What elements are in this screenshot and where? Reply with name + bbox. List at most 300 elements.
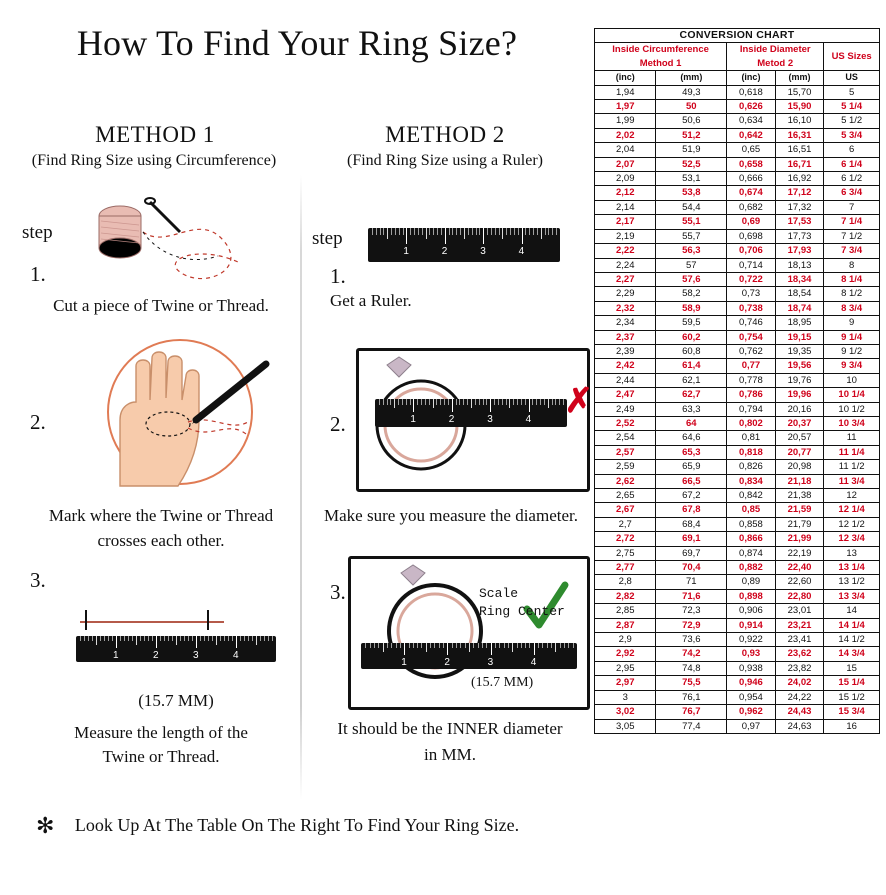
table-cell-0: 3,05: [595, 719, 656, 733]
table-cell-3: 20,57: [775, 431, 824, 445]
ruler-tick: [395, 228, 396, 235]
ruler-tick: [471, 399, 472, 408]
table-cell-3: 22,60: [775, 575, 824, 589]
ruler-tick: [252, 636, 253, 641]
ruler-tick: [180, 636, 181, 641]
ruler-tick: [514, 228, 515, 235]
unit-header-mm-1: (mm): [656, 71, 727, 85]
table-cell-0: 2,95: [595, 661, 656, 675]
table-cell-4: 13 3/4: [824, 589, 880, 603]
ruler-tick: [437, 228, 438, 235]
ruler-tick: [452, 399, 453, 412]
table-row: [595, 719, 880, 733]
ruler-tick: [479, 228, 480, 235]
ruler-tick: [228, 636, 229, 641]
table-cell-3: 21,79: [775, 517, 824, 531]
method2-step3-inline-ruler: [361, 643, 577, 669]
ruler-tick: [456, 228, 457, 235]
method2-step2-caption: Make sure you measure the diameter.: [324, 506, 578, 525]
table-cell-3: 16,92: [775, 172, 824, 186]
table-cell-0: 2,92: [595, 647, 656, 661]
table-cell-4: 5 1/4: [824, 100, 880, 114]
group-header-circumference-l1: Inside Circumference: [612, 44, 709, 56]
ruler-tick: [491, 643, 492, 655]
table-cell-1: 63,3: [656, 402, 727, 416]
table-cell-1: 62,1: [656, 373, 727, 387]
ruler-tick: [502, 228, 503, 239]
table-cell-2: 0,858: [727, 517, 776, 531]
ruler-tick: [403, 228, 404, 235]
table-cell-4: 10 1/2: [824, 402, 880, 416]
table-cell-3: 18,34: [775, 272, 824, 286]
ruler-tick: [224, 636, 225, 641]
ruler-tick: [452, 643, 453, 648]
method2-measure-value: (15.7 MM): [471, 675, 534, 690]
ruler-tick: [272, 636, 273, 641]
ruler-tick: [502, 399, 503, 405]
table-cell-2: 0,746: [727, 316, 776, 330]
ruler-tick: [460, 643, 461, 648]
ruler-tick: [108, 636, 109, 641]
table-row: [595, 344, 880, 358]
table-row: [595, 114, 880, 128]
table-row: [595, 575, 880, 589]
table-cell-0: 2,47: [595, 388, 656, 402]
ruler-tick: [391, 228, 392, 235]
method1-step1-number: 1.: [30, 262, 46, 286]
ruler-tick: [383, 643, 384, 652]
table-cell-0: 2,42: [595, 359, 656, 373]
table-cell-4: 8: [824, 258, 880, 272]
table-row: [595, 618, 880, 632]
ruler-tick: [504, 643, 505, 648]
ruler-tick: [410, 399, 411, 405]
ruler-tick: [152, 636, 153, 641]
table-cell-4: 11 3/4: [824, 474, 880, 488]
ruler-tick: [559, 399, 560, 405]
ruler-tick: [264, 636, 265, 641]
table-cell-3: 23,41: [775, 633, 824, 647]
ruler-tick: [522, 228, 523, 244]
ruler-label: 3: [487, 413, 493, 425]
ruler-tick: [396, 643, 397, 648]
ruler-tick: [192, 636, 193, 641]
table-cell-1: 57: [656, 258, 727, 272]
table-cell-2: 0,85: [727, 503, 776, 517]
bottom-note: Look Up At The Table On The Right To Find Your Ring Size.: [74, 815, 520, 835]
table-cell-3: 19,35: [775, 344, 824, 358]
table-cell-4: 11: [824, 431, 880, 445]
ruler-tick: [534, 643, 535, 655]
group-header-diameter: [727, 43, 824, 71]
method2-step3-caption-line2: in MM.: [424, 745, 476, 764]
table-row: [595, 676, 880, 690]
table-cell-0: 3: [595, 690, 656, 704]
ruler-tick: [512, 643, 513, 652]
ruler-tick: [518, 228, 519, 235]
method2-step2-panel: [356, 348, 593, 492]
table-cell-2: 0,906: [727, 604, 776, 618]
table-cell-1: 64: [656, 416, 727, 430]
ruler-tick: [495, 643, 496, 648]
table-cell-1: 51,2: [656, 128, 727, 142]
table-cell-1: 57,6: [656, 272, 727, 286]
chart-unit-header-row: [595, 71, 880, 85]
ruler-tick: [112, 636, 113, 641]
ruler-tick: [417, 399, 418, 405]
ruler-tick: [380, 228, 381, 235]
method1-ruler-graphic: [76, 636, 276, 662]
table-cell-2: 0,922: [727, 633, 776, 647]
table-cell-0: 2,02: [595, 128, 656, 142]
table-cell-4: 6 1/4: [824, 157, 880, 171]
ruler-tick: [402, 399, 403, 405]
scale-ring-center-label: [479, 585, 565, 620]
table-cell-4: 12 3/4: [824, 532, 880, 546]
ruler-tick: [573, 643, 574, 648]
table-row: [595, 316, 880, 330]
ruler-tick: [379, 399, 380, 405]
table-row: [595, 128, 880, 142]
table-row: [595, 272, 880, 286]
wrong-mark-icon: ✗: [564, 382, 593, 420]
ruler-tick: [467, 399, 468, 405]
table-cell-0: 1,97: [595, 100, 656, 114]
table-cell-3: 22,80: [775, 589, 824, 603]
ruler-tick: [525, 399, 526, 405]
table-cell-0: 2,82: [595, 589, 656, 603]
ruler-tick: [410, 228, 411, 235]
table-cell-3: 20,16: [775, 402, 824, 416]
ruler-tick: [399, 228, 400, 235]
table-row: [595, 186, 880, 200]
table-cell-3: 24,02: [775, 676, 824, 690]
ruler-tick: [124, 636, 125, 641]
table-cell-0: 2,87: [595, 618, 656, 632]
ruler-tick: [476, 228, 477, 235]
method1-step2-caption-line1: Mark where the Twine or Thread: [48, 506, 274, 525]
unit-header-mm-2: (mm): [775, 71, 824, 85]
table-cell-4: 5 1/2: [824, 114, 880, 128]
table-cell-2: 0,706: [727, 244, 776, 258]
table-cell-1: 51,9: [656, 143, 727, 157]
ruler-tick: [248, 636, 249, 641]
table-cell-2: 0,626: [727, 100, 776, 114]
table-cell-0: 2,24: [595, 258, 656, 272]
table-cell-3: 17,73: [775, 229, 824, 243]
ruler-tick: [468, 228, 469, 235]
ruler-label: 2: [441, 245, 448, 257]
table-row: [595, 330, 880, 344]
ruler-tick: [556, 228, 557, 235]
ruler-tick: [176, 636, 177, 645]
table-row: [595, 172, 880, 186]
ruler-tick: [459, 399, 460, 405]
ruler-tick: [429, 228, 430, 235]
unit-header-inc-1: (inc): [595, 71, 656, 85]
ruler-tick: [545, 228, 546, 235]
ruler-tick: [216, 636, 217, 645]
ruler-tick: [517, 643, 518, 648]
table-row: [595, 647, 880, 661]
table-cell-2: 0,882: [727, 561, 776, 575]
conversion-table-body: [595, 85, 880, 733]
table-cell-3: 19,56: [775, 359, 824, 373]
table-cell-2: 0,874: [727, 546, 776, 560]
table-cell-4: 8 1/4: [824, 272, 880, 286]
ruler-tick: [136, 636, 137, 645]
method2-step3-panel: [348, 556, 590, 710]
table-cell-3: 16,10: [775, 114, 824, 128]
ruler-tick: [440, 399, 441, 405]
table-row: [595, 215, 880, 229]
table-cell-0: 1,99: [595, 114, 656, 128]
table-cell-0: 2,85: [595, 604, 656, 618]
ruler-tick: [478, 643, 479, 648]
ruler-tick: [100, 636, 101, 641]
ruler-tick: [383, 399, 384, 405]
table-cell-4: 10 3/4: [824, 416, 880, 430]
table-cell-4: 13 1/2: [824, 575, 880, 589]
ruler-tick: [508, 643, 509, 648]
table-cell-4: 8 1/2: [824, 287, 880, 301]
table-cell-2: 0,658: [727, 157, 776, 171]
table-cell-0: 2,77: [595, 561, 656, 575]
table-cell-1: 67,2: [656, 489, 727, 503]
ruler-tick: [445, 228, 446, 244]
table-cell-0: 2,07: [595, 157, 656, 171]
table-cell-2: 0,698: [727, 229, 776, 243]
ruler-tick: [447, 643, 448, 655]
ruler-tick: [441, 228, 442, 235]
ruler-tick: [200, 636, 201, 641]
table-row: [595, 301, 880, 315]
table-cell-1: 76,1: [656, 690, 727, 704]
table-cell-0: 2,67: [595, 503, 656, 517]
ruler-label: 4: [518, 245, 525, 257]
table-row: [595, 258, 880, 272]
ruler-tick: [444, 399, 445, 405]
ruler-tick: [510, 228, 511, 235]
conversion-chart: [594, 28, 880, 734]
page-title: How To Find Your Ring Size?: [76, 23, 518, 63]
ruler-tick: [414, 228, 415, 235]
ruler-tick: [391, 643, 392, 648]
ruler-tick: [499, 643, 500, 648]
ruler-tick: [436, 399, 437, 405]
table-cell-2: 0,898: [727, 589, 776, 603]
group-header-diameter-l1: Inside Diameter: [739, 44, 811, 56]
method2-step2-inline-ruler: [375, 399, 567, 427]
table-cell-4: 7 3/4: [824, 244, 880, 258]
table-cell-2: 0,722: [727, 272, 776, 286]
table-cell-2: 0,778: [727, 373, 776, 387]
ruler-tick: [144, 636, 145, 641]
table-row: [595, 402, 880, 416]
ruler-label: 4: [233, 649, 239, 661]
table-cell-4: 8 3/4: [824, 301, 880, 315]
ruler-tick: [421, 399, 422, 405]
table-cell-1: 70,4: [656, 561, 727, 575]
table-cell-1: 74,8: [656, 661, 727, 675]
ruler-tick: [426, 228, 427, 239]
ruler-tick: [513, 399, 514, 405]
table-cell-0: 2,34: [595, 316, 656, 330]
table-row: [595, 445, 880, 459]
table-cell-2: 0,642: [727, 128, 776, 142]
ruler-label: 2: [153, 649, 159, 661]
table-cell-0: 2,04: [595, 143, 656, 157]
ruler-tick: [132, 636, 133, 641]
ruler-tick: [475, 399, 476, 405]
ruler-tick: [460, 228, 461, 235]
table-row: [595, 229, 880, 243]
ruler-tick: [240, 636, 241, 641]
table-cell-2: 0,802: [727, 416, 776, 430]
ruler-tick: [220, 636, 221, 641]
ruler-tick: [372, 228, 373, 235]
ruler-tick: [400, 643, 401, 648]
table-cell-0: 2,27: [595, 272, 656, 286]
table-row: [595, 705, 880, 719]
ruler-tick: [463, 399, 464, 405]
table-cell-1: 61,4: [656, 359, 727, 373]
ruler-tick: [96, 636, 97, 645]
table-cell-2: 0,65: [727, 143, 776, 157]
table-cell-1: 65,3: [656, 445, 727, 459]
table-cell-1: 50: [656, 100, 727, 114]
group-header-us-sizes: US Sizes: [824, 43, 880, 71]
method2-step3-caption-line1: It should be the INNER diameter: [337, 719, 563, 738]
method1-measure-value: (15.7 MM): [138, 691, 214, 710]
ruler-tick: [204, 636, 205, 641]
scale-label-line1: Scale: [479, 586, 519, 601]
table-cell-0: 2,7: [595, 517, 656, 531]
table-cell-0: 2,12: [595, 186, 656, 200]
table-cell-1: 54,4: [656, 200, 727, 214]
table-cell-3: 19,15: [775, 330, 824, 344]
table-row: [595, 287, 880, 301]
table-cell-0: 2,37: [595, 330, 656, 344]
unit-header-us: US: [824, 71, 880, 85]
ruler-tick: [434, 643, 435, 648]
ruler-tick: [376, 228, 377, 235]
table-cell-3: 21,38: [775, 489, 824, 503]
table-cell-3: 17,32: [775, 200, 824, 214]
table-cell-0: 2,72: [595, 532, 656, 546]
ruler-tick: [449, 228, 450, 235]
table-cell-2: 0,666: [727, 172, 776, 186]
method2-step2-number: 2.: [330, 412, 346, 436]
ruler-tick: [404, 643, 405, 655]
table-cell-1: 65,9: [656, 460, 727, 474]
ruler-tick: [555, 399, 556, 405]
table-cell-1: 72,3: [656, 604, 727, 618]
table-cell-1: 56,3: [656, 244, 727, 258]
table-cell-0: 2,97: [595, 676, 656, 690]
table-cell-3: 15,70: [775, 85, 824, 99]
table-cell-0: 2,54: [595, 431, 656, 445]
table-cell-0: 2,32: [595, 301, 656, 315]
table-cell-0: 2,19: [595, 229, 656, 243]
table-cell-1: 59,5: [656, 316, 727, 330]
table-cell-4: 15 1/4: [824, 676, 880, 690]
table-row: [595, 431, 880, 445]
table-row: [595, 517, 880, 531]
ruler-tick: [398, 399, 399, 405]
table-cell-1: 68,4: [656, 517, 727, 531]
table-cell-4: 6: [824, 143, 880, 157]
table-cell-1: 64,6: [656, 431, 727, 445]
ruler-label: 1: [401, 656, 407, 668]
table-cell-2: 0,73: [727, 287, 776, 301]
ruler-label: 1: [113, 649, 119, 661]
table-cell-3: 16,31: [775, 128, 824, 142]
table-cell-1: 49,3: [656, 85, 727, 99]
table-cell-2: 0,946: [727, 676, 776, 690]
table-cell-3: 24,63: [775, 719, 824, 733]
ruler-tick: [487, 228, 488, 235]
ruler-tick: [387, 399, 388, 405]
ruler-tick: [387, 643, 388, 648]
ruler-tick: [374, 643, 375, 648]
table-row: [595, 561, 880, 575]
table-cell-2: 0,69: [727, 215, 776, 229]
ruler-tick: [84, 636, 85, 641]
ruler-label: 1: [410, 413, 416, 425]
ruler-tick: [236, 636, 237, 648]
table-cell-1: 74,2: [656, 647, 727, 661]
measured-thread-illustration: [76, 600, 276, 636]
table-cell-3: 18,13: [775, 258, 824, 272]
table-row: [595, 546, 880, 560]
ruler-tick: [417, 643, 418, 648]
ruler-tick: [482, 643, 483, 648]
table-row: [595, 100, 880, 114]
table-cell-2: 0,738: [727, 301, 776, 315]
ruler-tick: [184, 636, 185, 641]
table-cell-3: 17,93: [775, 244, 824, 258]
table-cell-1: 55,1: [656, 215, 727, 229]
table-cell-1: 55,7: [656, 229, 727, 243]
table-cell-1: 62,7: [656, 388, 727, 402]
ruler-tick: [452, 228, 453, 235]
table-cell-1: 69,7: [656, 546, 727, 560]
table-cell-1: 53,8: [656, 186, 727, 200]
table-cell-4: 10 1/4: [824, 388, 880, 402]
ruler-tick: [479, 399, 480, 405]
conversion-table: [594, 28, 880, 734]
table-cell-3: 22,40: [775, 561, 824, 575]
ruler-tick: [521, 643, 522, 648]
table-cell-3: 23,01: [775, 604, 824, 618]
table-cell-4: 12 1/2: [824, 517, 880, 531]
ruler-tick: [495, 228, 496, 235]
table-cell-1: 66,5: [656, 474, 727, 488]
table-cell-2: 0,826: [727, 460, 776, 474]
ruler-tick: [494, 399, 495, 405]
table-row: [595, 589, 880, 603]
table-cell-3: 23,21: [775, 618, 824, 632]
ruler-tick: [148, 636, 149, 641]
ruler-tick: [525, 643, 526, 648]
ruler-tick: [509, 399, 510, 408]
method2-ruler-graphic: [368, 228, 560, 262]
table-cell-2: 0,794: [727, 402, 776, 416]
ruler-tick: [529, 399, 530, 412]
method1-step3-caption-line1: Measure the length of the: [74, 723, 248, 742]
table-cell-1: 72,9: [656, 618, 727, 632]
